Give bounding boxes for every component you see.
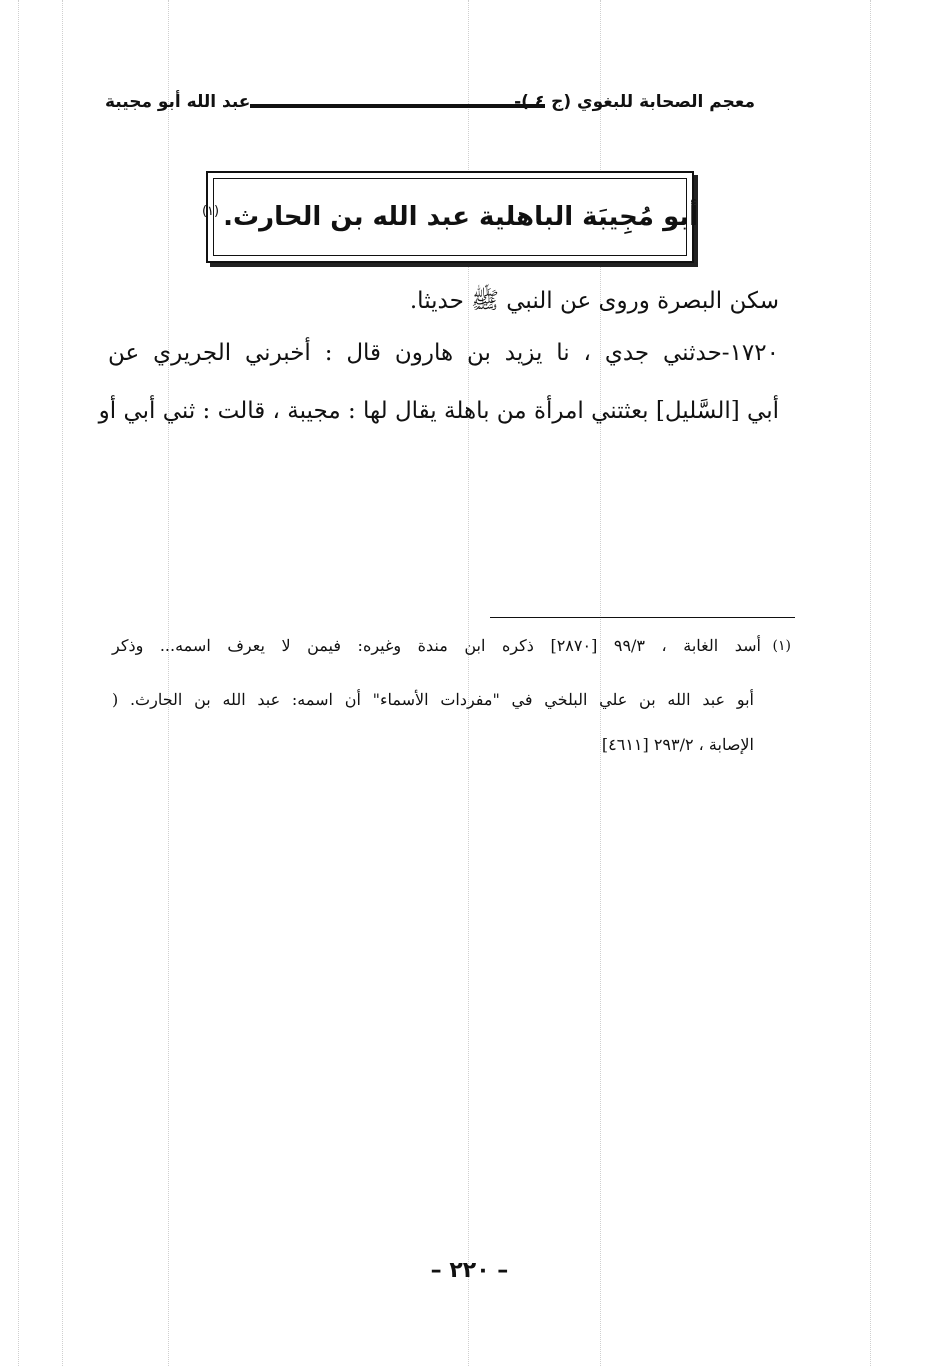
footnote-marker: (١) — [772, 638, 791, 654]
body-line-3: أبي [السَّليل] بعثتني امرأة من باهلة يقال لها : مجيبة ، قالت : ثني أبي أو — [98, 398, 779, 424]
body-line-2: ١٧٢٠-حدثني جدي ، نا يزيد بن هارون قال : أخبرني الجريري عن — [108, 340, 779, 366]
running-header — [105, 90, 755, 124]
header-entry-name: عبد الله أبو مجيبة — [105, 92, 251, 112]
header-book-title: معجم الصحابة للبغوي (ج ٤ )- — [514, 92, 755, 112]
entry-title-frame — [201, 178, 699, 256]
title-footnote-ref: (١) — [201, 204, 220, 220]
scan-artifact-line — [18, 0, 19, 1366]
scan-artifact-line — [168, 0, 169, 1366]
scan-artifact-line — [870, 0, 871, 1366]
footnote-separator — [490, 617, 795, 618]
header-rule — [250, 104, 545, 108]
page-number: – ٢٢٠ – — [430, 1258, 509, 1283]
footnote-line-1: أسد الغابة ، ٩٩/٣ [٢٨٧٠] ذكره ابن مندة وغيره: فيمن لا يعرف اسمه... وذكر — [112, 636, 761, 655]
footnote-line-2: أبو عبد الله بن علي البلخي في "مفردات الأسماء" أن اسمه: عبد الله بن الحارث. ( — [112, 690, 754, 709]
footnote-line-3: الإصابة ، ٢٩٣/٢ [٤٦١١] — [601, 735, 754, 754]
body-line-1: سكن البصرة وروى عن النبي ﷺ حديثا. — [409, 288, 779, 314]
entry-title — [202, 202, 698, 232]
entry-title-box — [201, 171, 699, 263]
entry-title-text: أبو مُجِيبَة الباهلية عبد الله بن الحارث. — [223, 202, 699, 232]
scan-artifact-line — [62, 0, 63, 1366]
